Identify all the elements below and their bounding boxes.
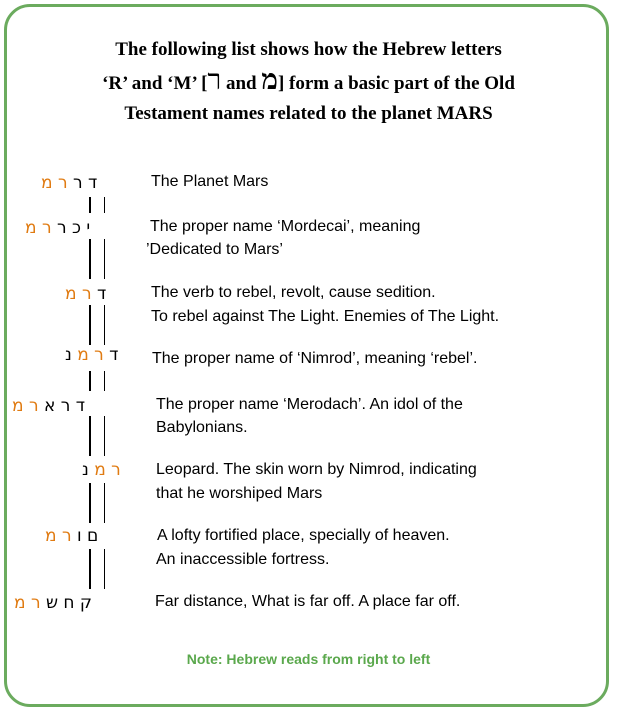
hebrew-prefix-letter: נ (82, 460, 89, 480)
hebrew-root-letters: ר מ (45, 526, 72, 546)
description-line: Babylonians. (156, 419, 248, 436)
hebrew-word (65, 284, 106, 304)
hebrew-root-letters: ר מ (65, 284, 92, 304)
hebrew-extra-letters: ד (109, 345, 119, 365)
description-line: The proper name ‘Mordecai’, meaning (150, 218, 421, 235)
title-and: and (221, 73, 262, 94)
hebrew-word (65, 345, 118, 365)
hebrew-prefix-letter: נ (65, 345, 72, 365)
hebrew-extra-letters: ד (96, 284, 107, 304)
description-line: The proper name of ‘Nimrod’, meaning ‘rebel’. (152, 350, 478, 367)
description-line: that he worshiped Mars (156, 485, 323, 502)
connector-lines (89, 416, 105, 456)
description-line: An inaccessible fortress. (156, 551, 330, 568)
hebrew-extra-letters: ם ו (76, 526, 99, 546)
hebrew-extra-letters: ק ח ש (45, 593, 92, 613)
connector-lines (89, 239, 105, 279)
hebrew-word (82, 460, 121, 480)
connector-lines (89, 305, 105, 345)
hebrew-root-letters: ר מ (12, 396, 39, 416)
footnote: Note: Hebrew reads from right to left (186, 651, 431, 667)
hebrew-root-letters: ר מ (41, 173, 68, 193)
hebrew-extra-letters: י כ ר (56, 218, 91, 238)
title-line-1: The following list shows how the Hebrew letters (115, 39, 502, 60)
hebrew-root-letters: ר מ (25, 218, 52, 238)
description-line: ’Dedicated to Mars’ (146, 241, 283, 258)
hebrew-word (12, 396, 85, 416)
hebrew-word (45, 526, 98, 546)
title-line-3: Testament names related to the planet MARS (124, 103, 493, 124)
hebrew-root-letters: ר מ (77, 345, 104, 365)
hebrew-root-letters: ר מ (94, 460, 121, 480)
hebrew-extra-letters: ד ר א (43, 396, 86, 416)
hebrew-word (25, 218, 90, 238)
hebrew-word (14, 593, 92, 613)
description-line: A lofty fortified place, specially of heaven. (157, 527, 450, 544)
hebrew-mem-glyph: מ (261, 65, 278, 96)
hebrew-extra-letters: ד ר (72, 173, 98, 193)
connector-lines (89, 197, 105, 213)
description-line: Far distance, What is far off. A place far off. (155, 593, 461, 610)
title-line-2 (0, 65, 617, 96)
connector-lines (89, 549, 105, 589)
connector-lines (89, 483, 105, 523)
description-line: The verb to rebel, revolt, cause sedition. (151, 284, 436, 301)
connector-lines (89, 371, 105, 391)
title-line-2-end: ] form a basic part of the Old (277, 73, 515, 94)
title-line-2-start: ‘R’ and ‘M’ [ (102, 73, 208, 94)
description-line: To rebel against The Light. Enemies of The Light. (151, 308, 500, 325)
description-line: The proper name ‘Merodach’. An idol of the (156, 396, 463, 413)
hebrew-word (41, 173, 97, 193)
hebrew-resh-glyph: ר (207, 65, 222, 96)
description-line: The Planet Mars (151, 173, 269, 190)
hebrew-root-letters: ר מ (14, 593, 41, 613)
description-line: Leopard. The skin worn by Nimrod, indicating (156, 461, 477, 478)
